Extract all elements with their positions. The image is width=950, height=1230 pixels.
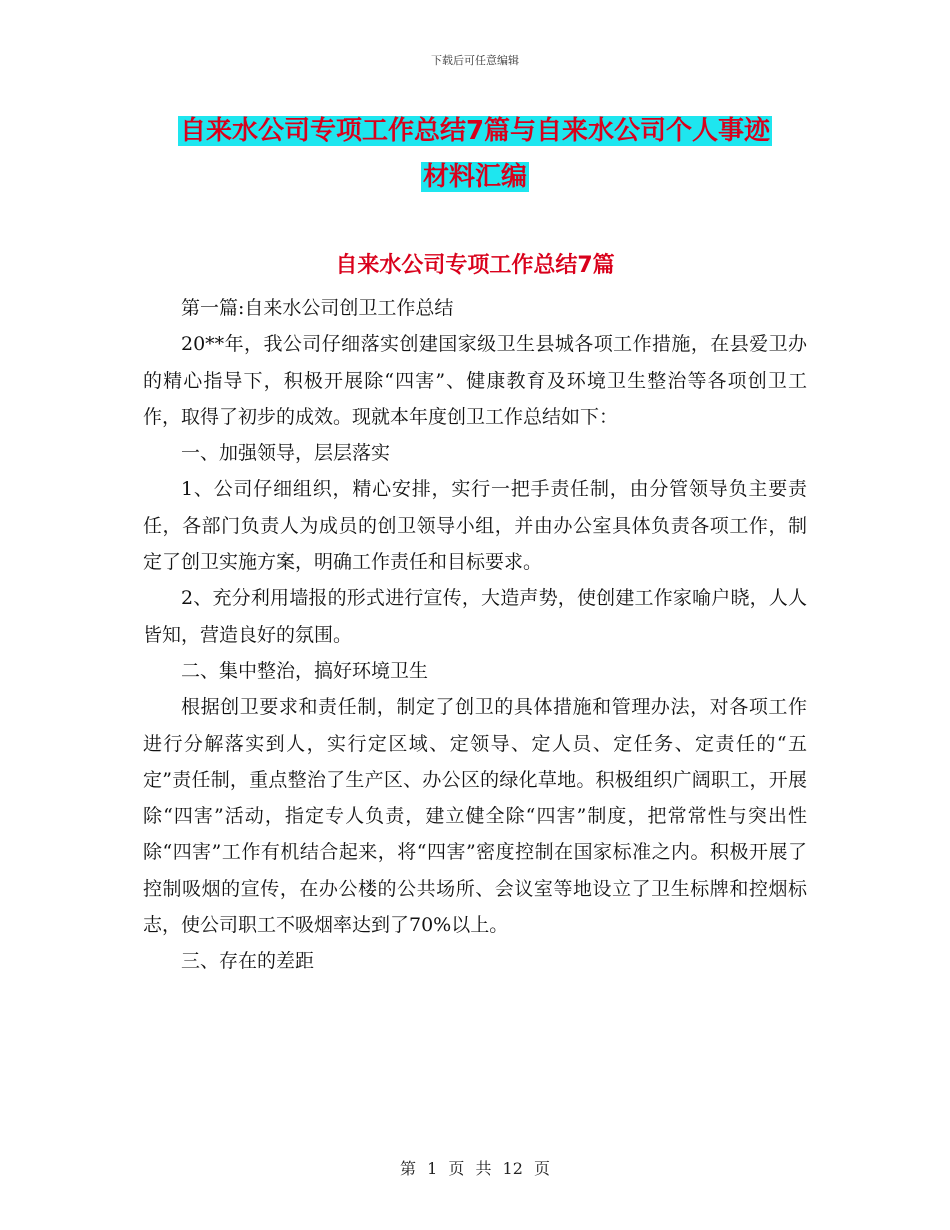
section-title: 自来水公司专项工作总结7篇 <box>335 253 615 278</box>
document-title-line-2: 材料汇编 <box>422 162 527 192</box>
paragraph-intro: 20**年，我公司仔细落实创建国家级卫生县城各项工作措施，在县爱卫办的精心指导下，积极开展除“四害”、健康教育及环境卫生整治等各项创卫工作，取得了初步的成效。现就本年度创卫工作总结如下： <box>143 333 807 428</box>
paragraph-body-2: 根据创卫要求和责任制，制定了创卫的具体措施和管理办法，对各项工作进行分解落实到人，实行定区域、定领导、定人员、定任务、定责任的“五定”责任制，重点整治了生产区、办公区的绿化草地。积极组织广阔职工，开展除“四害”活动，指定专人负责，建立健全除“四害”制度，把常常性与突出性除“四害”工作有机结合起来，将“四害”密度控制在国家标准之内。积极开展了控制吸烟的宣传，在办公楼的公共场所、会议室等地设立了卫生标牌和控烟标志，使公司职工不吸烟率达到了70%以上。 <box>143 696 807 937</box>
paragraph-item-1: 1、公司仔细组织，精心安排，实行一把手责任制，由分管领导负主要责任，各部门负责人为成员的创卫领导小组，并由办公室具体负责各项工作，制定了创卫实施方案，明确工作责任和目标要求。 <box>143 478 807 574</box>
paragraph-heading-1: 一、加强领导，层层落实 <box>181 442 391 465</box>
document-title <box>140 108 810 200</box>
paragraph-chapter-heading: 第一篇:自来水公司创卫工作总结 <box>181 297 454 319</box>
paragraph-heading-3: 三、存在的差距 <box>181 950 315 973</box>
paragraph-item-2: 2、充分利用墙报的形式进行宣传，大造声势，使创建工作家喻户晓，人人皆知，营造良好的氛围。 <box>143 587 807 646</box>
page-number: 第 1 页 共 12 页 <box>400 1159 550 1178</box>
document-body <box>143 290 807 980</box>
paragraph-heading-2: 二、集中整治，搞好环境卫生 <box>181 659 429 682</box>
page-header-note: 下载后可任意编辑 <box>431 54 519 67</box>
document-title-line-1: 自来水公司专项工作总结7篇与自来水公司个人事迹 <box>179 116 771 146</box>
